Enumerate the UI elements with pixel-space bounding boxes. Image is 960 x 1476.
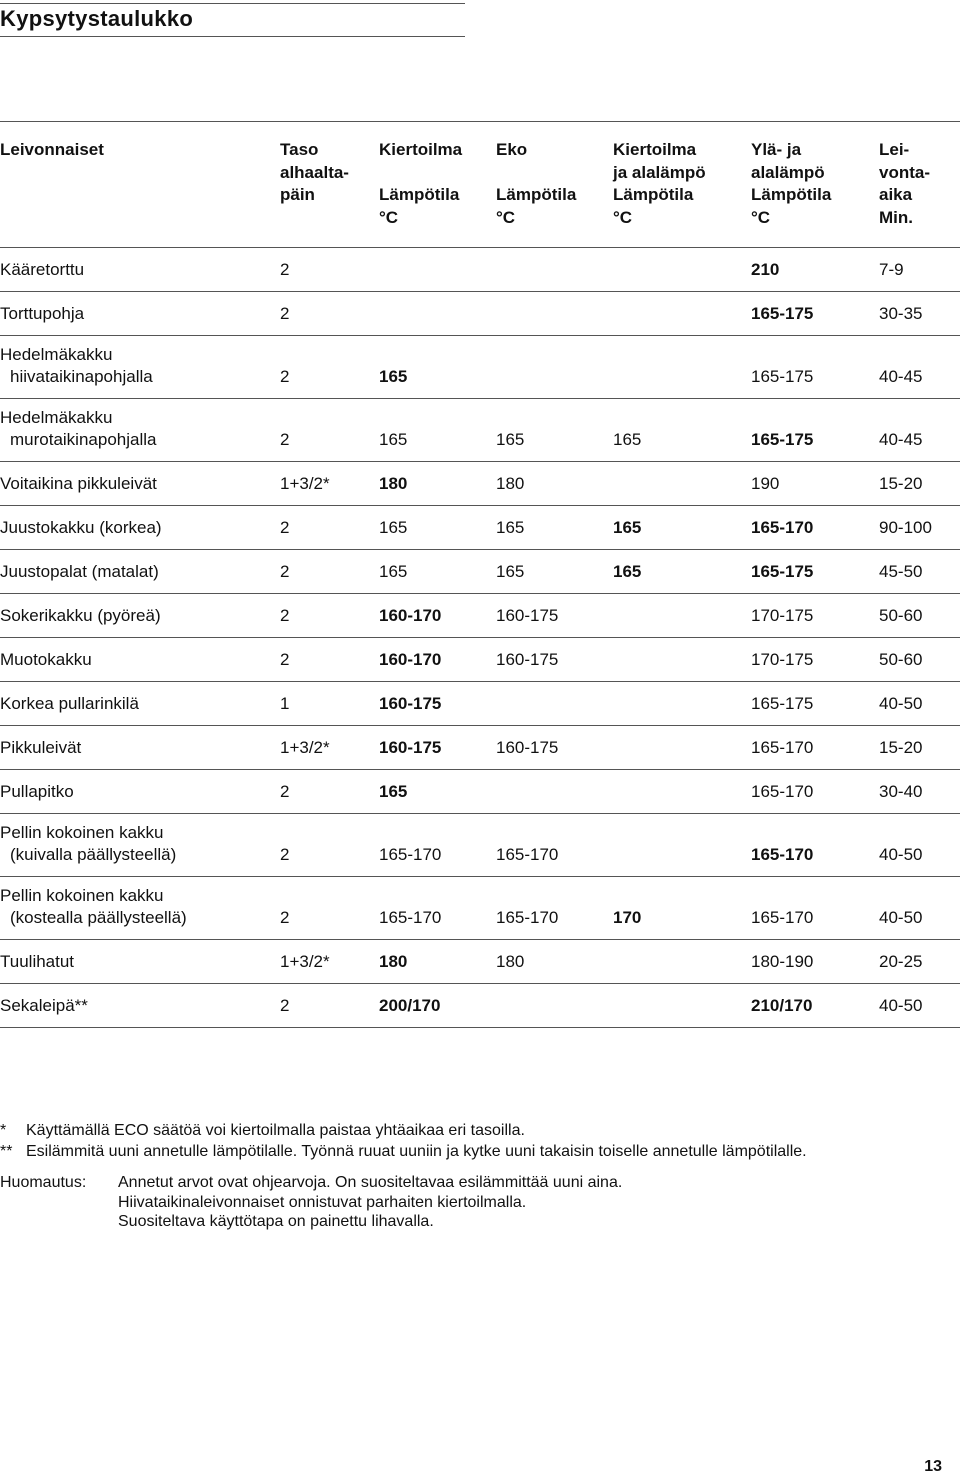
cell-value (613, 693, 751, 725)
cell-value: 1 (280, 694, 290, 713)
cell-value (496, 303, 613, 335)
cell-value: 165 (379, 562, 408, 581)
cell-kiertoilma (379, 638, 496, 682)
table-row (0, 770, 960, 814)
cell-leivonnainen (0, 638, 280, 682)
header-line: Leivonnaiset (0, 140, 104, 159)
cell-value (613, 366, 751, 398)
cell-value: 30-40 (879, 782, 923, 801)
cell-eko (496, 248, 613, 292)
cell-eko (496, 984, 613, 1028)
header-line: ja alalämpö (613, 162, 706, 182)
cell-kiertoilma-ala (613, 726, 751, 770)
cell-value: 180 (379, 952, 408, 971)
cell-eko (496, 506, 613, 550)
cell-value: 2 (280, 650, 290, 669)
cell-value: 160-175 (379, 694, 442, 713)
cell-value: 2 (280, 996, 290, 1015)
cell-value (379, 259, 496, 291)
cell-eko (496, 770, 613, 814)
cell-value: 2 (280, 908, 290, 927)
cell-value: 165 (379, 782, 408, 801)
cell-value: 160-170 (379, 606, 442, 625)
cell-value (613, 259, 751, 291)
cell-leivonnainen (0, 336, 280, 399)
cell-value: 160-175 (496, 738, 559, 757)
cell-value: 15-20 (879, 738, 923, 757)
footnote (0, 1120, 807, 1141)
page-number: 13 (924, 1458, 942, 1475)
cell-taso (280, 292, 379, 336)
header-line: Ylä- ja (751, 140, 802, 159)
table-row (0, 940, 960, 984)
cell-value: 180 (496, 474, 525, 493)
cell-value (496, 693, 613, 725)
item-name: Korkea pullarinkilä (0, 694, 139, 713)
cell-leivonnainen (0, 462, 280, 506)
cell-value (379, 303, 496, 335)
table-row (0, 814, 960, 877)
item-name: Pikkuleivät (0, 738, 82, 757)
item-name: murotaikinapohjalla (10, 430, 157, 449)
cell-value: 40-50 (879, 694, 923, 713)
cell-aika (879, 292, 960, 336)
cell-kiertoilma (379, 682, 496, 726)
cell-yla-ala (751, 940, 879, 984)
cell-value: 210/170 (751, 996, 813, 1015)
cell-value: 165-170 (751, 845, 814, 864)
cell-value: 180 (496, 952, 525, 971)
cell-kiertoilma (379, 462, 496, 506)
cell-taso (280, 638, 379, 682)
cell-value: 165-170 (379, 908, 442, 927)
header-leivonnaiset (0, 139, 104, 162)
cell-value: 45-50 (879, 562, 923, 581)
header-line: alalämpö (751, 162, 825, 182)
cell-value: 180-190 (751, 952, 814, 971)
header-eko (496, 139, 576, 229)
cell-value: 165 (496, 430, 525, 449)
header-line: Lämpötila (379, 185, 460, 204)
cell-value: 40-50 (879, 908, 923, 927)
header-line: Min. (879, 207, 913, 227)
cell-aika (879, 550, 960, 594)
cell-value: 90-100 (879, 518, 932, 537)
cell-yla-ala (751, 984, 879, 1028)
cell-value: 160-175 (496, 606, 559, 625)
item-name: Juustokakku (korkea) (0, 518, 162, 537)
cell-aika (879, 770, 960, 814)
table-row (0, 726, 960, 770)
cell-value: 160-175 (496, 650, 559, 669)
cell-kiertoilma (379, 814, 496, 877)
cell-value: 165 (613, 430, 642, 449)
cell-aika (879, 814, 960, 877)
cell-value: 160-175 (379, 738, 442, 757)
item-name: Kääretorttu (0, 260, 85, 279)
cell-value: 165-175 (751, 367, 814, 386)
cell-taso (280, 984, 379, 1028)
header-kiertoilma-alalampo (613, 139, 706, 229)
header-line (496, 162, 576, 185)
cell-leivonnainen (0, 550, 280, 594)
header-yla-alalampo (751, 139, 831, 229)
cell-taso (280, 682, 379, 726)
cell-value: 165-170 (496, 908, 559, 927)
cell-value: 165-170 (751, 908, 814, 927)
cell-kiertoilma (379, 399, 496, 462)
cell-yla-ala (751, 682, 879, 726)
item-name: Torttupohja (0, 304, 85, 323)
cell-value (613, 844, 751, 876)
footnote-mark: ** (0, 1143, 13, 1160)
table-row (0, 877, 960, 940)
cell-value: 165-170 (751, 782, 814, 801)
header-line: Lämpötila (496, 185, 577, 204)
cell-eko (496, 336, 613, 399)
cell-aika (879, 984, 960, 1028)
footnote-text: Esilämmitä uuni annetulle lämpötilalle. Työnnä ruuat uuniin ja kytke uuni takaisin toiselle annetulle lämpötilalle. (26, 1143, 807, 1160)
cell-yla-ala (751, 336, 879, 399)
cell-eko (496, 682, 613, 726)
cell-value: 165-170 (496, 845, 559, 864)
cell-kiertoilma (379, 877, 496, 940)
cell-value (496, 259, 613, 291)
table-row (0, 594, 960, 638)
cell-value: 200/170 (379, 996, 441, 1015)
note (0, 1173, 622, 1232)
note-text (118, 1173, 622, 1232)
cell-value (496, 995, 613, 1027)
cell-value: 2 (280, 367, 290, 386)
table-row (0, 399, 960, 462)
cell-aika (879, 682, 960, 726)
header-line: Kiertoilma (379, 140, 463, 159)
cell-eko (496, 877, 613, 940)
title-underline (0, 36, 465, 37)
cell-yla-ala (751, 550, 879, 594)
cell-leivonnainen (0, 814, 280, 877)
cell-aika (879, 638, 960, 682)
cell-value: 165 (379, 518, 408, 537)
cell-value: 2 (280, 606, 290, 625)
cell-taso (280, 877, 379, 940)
cell-kiertoilma-ala (613, 550, 751, 594)
cell-value: 50-60 (879, 650, 923, 669)
footnote (0, 1141, 807, 1162)
cell-taso (280, 550, 379, 594)
cell-aika (879, 336, 960, 399)
cell-value (613, 951, 751, 983)
cell-value: 165 (613, 518, 642, 537)
cell-value: 20-25 (879, 952, 923, 971)
cell-aika (879, 940, 960, 984)
item-name: (kostealla päällysteellä) (10, 908, 187, 927)
cell-leivonnainen (0, 682, 280, 726)
cell-kiertoilma-ala (613, 399, 751, 462)
cell-leivonnainen (0, 248, 280, 292)
header-line: päin (280, 185, 315, 204)
item-name: Voitaikina pikkuleivät (0, 474, 157, 493)
cell-eko (496, 292, 613, 336)
cell-kiertoilma-ala (613, 877, 751, 940)
cell-kiertoilma-ala (613, 984, 751, 1028)
item-name: Pellin kokoinen kakku (0, 823, 164, 842)
cell-value (496, 366, 613, 398)
table-row (0, 984, 960, 1028)
cell-value: 1+3/2* (280, 738, 330, 757)
cell-aika (879, 877, 960, 940)
cell-kiertoilma (379, 336, 496, 399)
cell-yla-ala (751, 462, 879, 506)
item-name: Hedelmäkakku (0, 408, 113, 427)
cell-leivonnainen (0, 292, 280, 336)
cell-kiertoilma (379, 292, 496, 336)
cell-value: 50-60 (879, 606, 923, 625)
cell-value: 165-175 (751, 304, 814, 323)
header-line: Eko (496, 140, 528, 159)
cell-value: 2 (280, 845, 290, 864)
cell-eko (496, 940, 613, 984)
cell-value: 165 (496, 518, 525, 537)
item-name: (kuivalla päällysteellä) (10, 845, 177, 864)
table-row (0, 248, 960, 292)
table-row (0, 638, 960, 682)
cell-value: 165 (379, 367, 408, 386)
header-line: Lei- (879, 140, 910, 159)
cell-value: 165-175 (751, 694, 814, 713)
cell-kiertoilma-ala (613, 814, 751, 877)
cell-value: 40-50 (879, 845, 923, 864)
cell-value: 165-175 (751, 562, 814, 581)
cell-yla-ala (751, 770, 879, 814)
cell-taso (280, 506, 379, 550)
cell-eko (496, 594, 613, 638)
cell-value: 180 (379, 474, 408, 493)
table-row (0, 550, 960, 594)
cell-eko (496, 550, 613, 594)
cell-leivonnainen (0, 594, 280, 638)
cell-value (613, 995, 751, 1027)
cell-leivonnainen (0, 877, 280, 940)
footnotes (0, 1120, 807, 1162)
cell-value (613, 737, 751, 769)
header-taso (280, 139, 349, 207)
cell-eko (496, 814, 613, 877)
cell-eko (496, 462, 613, 506)
cell-leivonnainen (0, 770, 280, 814)
cell-value: 40-45 (879, 430, 923, 449)
cell-aika (879, 248, 960, 292)
item-name: Juustopalat (matalat) (0, 562, 159, 581)
cell-kiertoilma-ala (613, 248, 751, 292)
cell-eko (496, 638, 613, 682)
item-name: Pellin kokoinen kakku (0, 886, 164, 905)
cell-yla-ala (751, 638, 879, 682)
header-line: Kiertoilma (613, 140, 697, 159)
cell-eko (496, 399, 613, 462)
table-row (0, 506, 960, 550)
cell-value: 160-170 (379, 650, 442, 669)
cell-taso (280, 336, 379, 399)
cell-kiertoilma (379, 550, 496, 594)
item-name: Pullapitko (0, 782, 74, 801)
cell-kiertoilma (379, 940, 496, 984)
cell-value (613, 303, 751, 335)
cell-value: 165-175 (751, 430, 814, 449)
header-line: Lämpötila (751, 185, 832, 204)
cell-value: 165 (379, 430, 408, 449)
cell-value: 210 (751, 260, 780, 279)
table-row (0, 462, 960, 506)
cell-leivonnainen (0, 940, 280, 984)
cell-aika (879, 594, 960, 638)
header-line: Lämpötila (613, 185, 694, 204)
cell-value: 170-175 (751, 650, 814, 669)
item-name: Sokerikakku (pyöreä) (0, 606, 161, 625)
cell-kiertoilma (379, 726, 496, 770)
cell-kiertoilma-ala (613, 462, 751, 506)
note-line: Annetut arvot ovat ohjearvoja. On suositeltavaa esilämmittää uuni aina. (118, 1174, 623, 1191)
cell-value: 165-170 (751, 738, 814, 757)
header-line (379, 162, 462, 185)
cell-yla-ala (751, 814, 879, 877)
cell-value: 165-170 (379, 845, 442, 864)
table-row (0, 292, 960, 336)
cell-kiertoilma-ala (613, 940, 751, 984)
header-leivonta-aika (879, 139, 930, 229)
header-line: °C (379, 207, 399, 227)
cell-aika (879, 462, 960, 506)
cell-value: 165 (496, 562, 525, 581)
table-row (0, 682, 960, 726)
cell-value: 2 (280, 260, 290, 279)
cell-taso (280, 594, 379, 638)
cell-value: 170 (613, 908, 642, 927)
item-name: Tuulihatut (0, 952, 75, 971)
cell-kiertoilma (379, 506, 496, 550)
cell-taso (280, 399, 379, 462)
cell-yla-ala (751, 292, 879, 336)
cell-leivonnainen (0, 506, 280, 550)
table-body (0, 248, 960, 1028)
footnote-text: Käyttämällä ECO säätöä voi kiertoilmalla paistaa yhtäaikaa eri tasoilla. (26, 1122, 525, 1139)
cell-value: 170-175 (751, 606, 814, 625)
header-line: Taso (280, 140, 319, 159)
item-name: Hedelmäkakku (0, 345, 113, 364)
header-line: °C (496, 207, 516, 227)
cell-kiertoilma-ala (613, 336, 751, 399)
note-line: Hiivataikinaleivonnaiset onnistuvat parhaiten kiertoilmalla. (118, 1193, 527, 1211)
item-name: hiivataikinapohjalla (10, 367, 153, 386)
cell-aika (879, 726, 960, 770)
cell-aika (879, 399, 960, 462)
page-title: Kypsytystaulukko (0, 6, 194, 31)
cell-kiertoilma (379, 248, 496, 292)
cell-kiertoilma (379, 770, 496, 814)
item-name: Muotokakku (0, 650, 92, 669)
cell-value: 40-45 (879, 367, 923, 386)
cell-leivonnainen (0, 726, 280, 770)
cell-yla-ala (751, 399, 879, 462)
cell-value (613, 649, 751, 681)
note-label: Huomautus: (0, 1174, 87, 1191)
cell-yla-ala (751, 726, 879, 770)
cell-taso (280, 940, 379, 984)
cell-yla-ala (751, 248, 879, 292)
cell-kiertoilma-ala (613, 770, 751, 814)
item-name: Sekaleipä** (0, 996, 88, 1015)
cell-value: 1+3/2* (280, 474, 330, 493)
cell-kiertoilma-ala (613, 292, 751, 336)
cell-taso (280, 814, 379, 877)
cell-yla-ala (751, 506, 879, 550)
header-kiertoilma (379, 139, 462, 229)
cell-yla-ala (751, 594, 879, 638)
cell-value: 1+3/2* (280, 952, 330, 971)
cell-taso (280, 726, 379, 770)
table-row (0, 336, 960, 399)
cell-value (613, 781, 751, 813)
header-line: °C (613, 207, 633, 227)
cell-taso (280, 248, 379, 292)
cell-value: 165-170 (751, 518, 814, 537)
cell-kiertoilma-ala (613, 682, 751, 726)
header-line: alhaalta- (280, 162, 349, 182)
cell-eko (496, 726, 613, 770)
cell-kiertoilma (379, 594, 496, 638)
baking-table (0, 248, 960, 1028)
cell-value: 190 (751, 474, 780, 493)
cell-kiertoilma-ala (613, 506, 751, 550)
cell-leivonnainen (0, 984, 280, 1028)
cell-value (613, 605, 751, 637)
cell-value: 2 (280, 518, 290, 537)
cell-leivonnainen (0, 399, 280, 462)
cell-yla-ala (751, 877, 879, 940)
cell-value: 2 (280, 782, 290, 801)
title-rule (0, 3, 465, 4)
cell-aika (879, 506, 960, 550)
cell-taso (280, 462, 379, 506)
header-line: aika (879, 185, 913, 204)
cell-value: 165 (613, 562, 642, 581)
cell-value: 40-50 (879, 996, 923, 1015)
cell-value: 7-9 (879, 260, 904, 279)
header-line: vonta- (879, 162, 930, 182)
cell-value: 30-35 (879, 304, 923, 323)
cell-value: 2 (280, 304, 290, 323)
cell-value (496, 781, 613, 813)
cell-kiertoilma (379, 984, 496, 1028)
cell-kiertoilma-ala (613, 638, 751, 682)
cell-taso (280, 770, 379, 814)
cell-value: 2 (280, 562, 290, 581)
footnote-mark: * (0, 1122, 7, 1139)
header-line: °C (751, 207, 771, 227)
cell-value (613, 473, 751, 505)
cell-value: 15-20 (879, 474, 923, 493)
cell-kiertoilma-ala (613, 594, 751, 638)
note-line: Suositeltava käyttötapa on painettu lihavalla. (118, 1213, 434, 1230)
table-top-rule (0, 121, 960, 122)
cell-value: 2 (280, 430, 290, 449)
